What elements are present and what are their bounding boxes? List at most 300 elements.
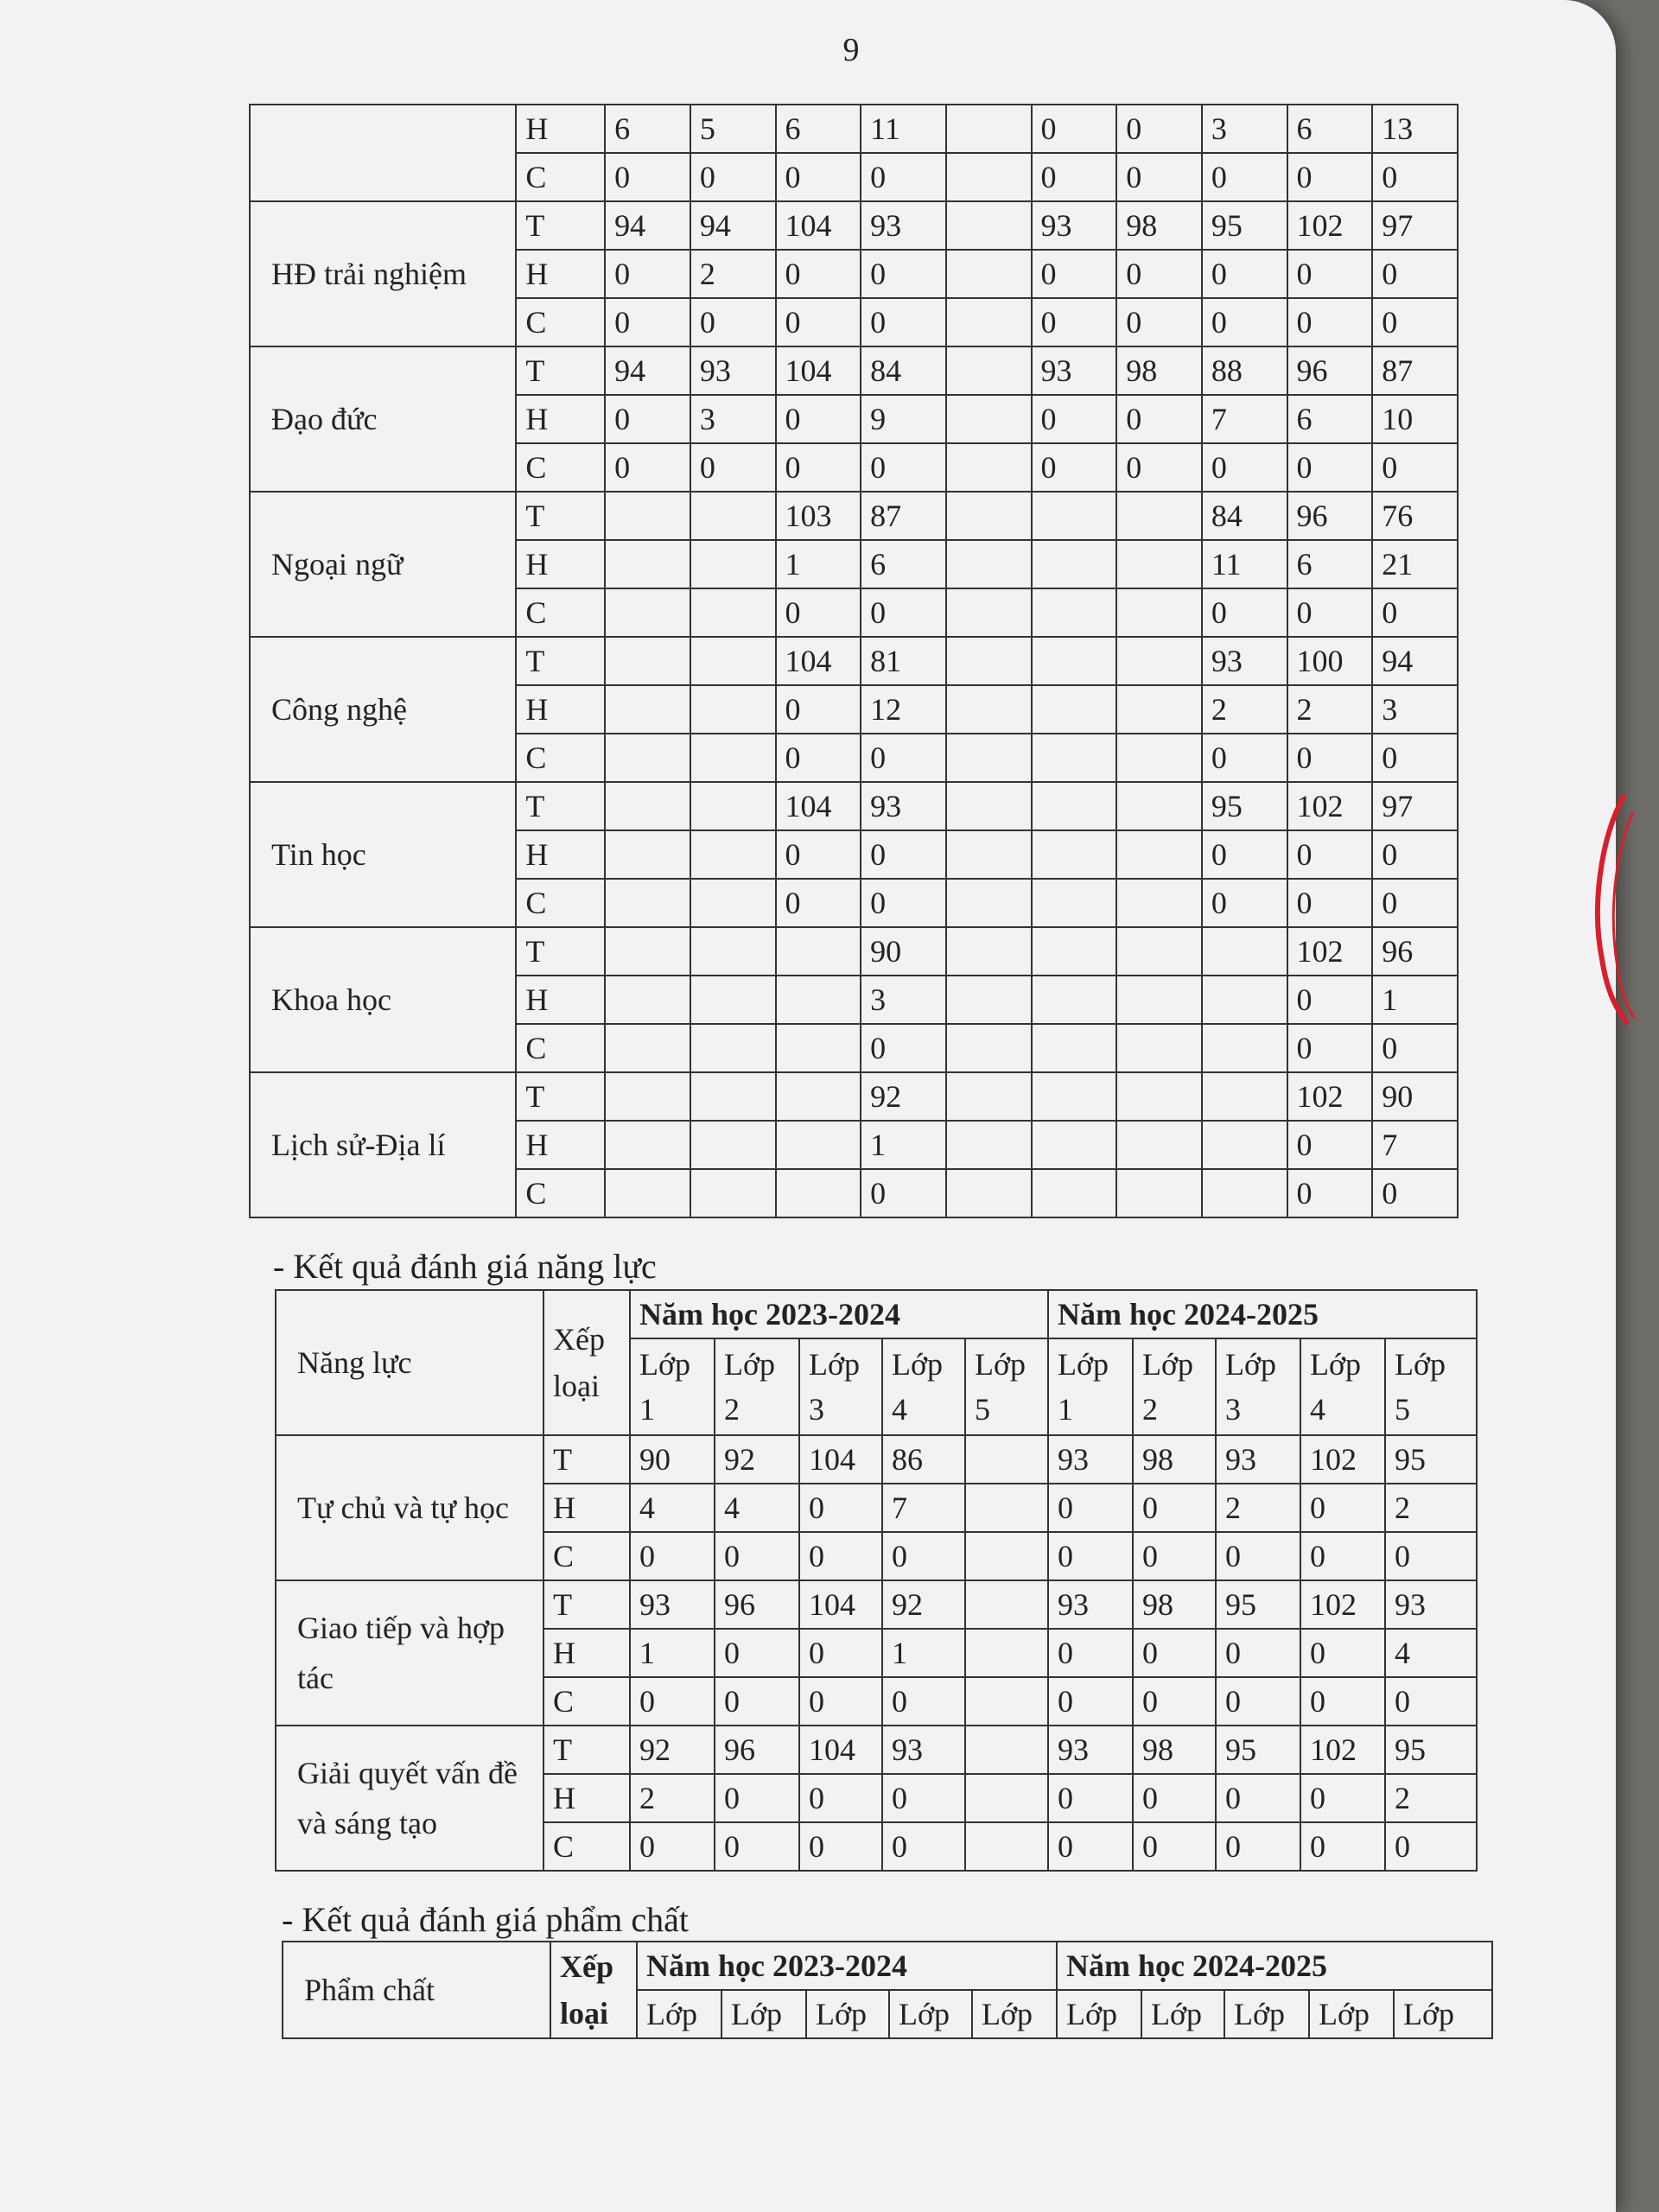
quality-section-title: - Kết quả đánh giá phẩm chất (282, 1900, 689, 1939)
rating-code: C (516, 443, 605, 492)
data-cell (690, 637, 776, 685)
rating-code: T (543, 1726, 630, 1774)
grade-header: Lớp (1224, 1990, 1309, 2038)
data-cell (1032, 540, 1117, 588)
data-cell (1116, 976, 1202, 1024)
data-cell (965, 1726, 1048, 1774)
data-cell: 0 (1032, 153, 1117, 201)
data-cell (946, 153, 1032, 201)
data-cell: 0 (1133, 1484, 1216, 1532)
rating-code: C (516, 588, 605, 637)
data-cell: 0 (1300, 1484, 1385, 1532)
data-cell (1116, 1169, 1202, 1217)
red-stamp (1583, 786, 1635, 1028)
data-cell: 0 (605, 395, 690, 443)
data-cell: 0 (882, 1532, 965, 1580)
data-cell: 81 (861, 637, 946, 685)
data-cell: 0 (605, 250, 690, 298)
year1-header: Năm học 2023-2024 (630, 1290, 1048, 1338)
data-cell: 0 (1216, 1774, 1300, 1822)
data-cell: 2 (1216, 1484, 1300, 1532)
data-cell: 0 (1202, 879, 1287, 927)
data-cell (776, 1024, 861, 1072)
data-cell: 96 (715, 1580, 799, 1629)
data-cell: 0 (1300, 1822, 1385, 1871)
data-cell: 0 (861, 153, 946, 201)
data-cell: 0 (1372, 588, 1458, 637)
data-cell: 93 (861, 782, 946, 830)
data-cell: 0 (1116, 105, 1202, 153)
data-cell: 2 (1385, 1484, 1477, 1532)
data-cell (1116, 734, 1202, 782)
table-row (276, 1580, 1477, 1629)
rating-code: C (516, 879, 605, 927)
data-cell: 0 (1372, 830, 1458, 879)
data-cell (776, 1072, 861, 1121)
data-cell: 0 (1032, 298, 1117, 346)
data-cell: 0 (1287, 298, 1373, 346)
data-cell: 0 (1048, 1677, 1133, 1726)
row-label: Tin học (250, 782, 516, 927)
rating-code: H (543, 1774, 630, 1822)
data-cell: 0 (799, 1822, 882, 1871)
data-cell: 0 (1300, 1677, 1385, 1726)
data-cell: 2 (1202, 685, 1287, 734)
grade-header: Lớp 3 (1216, 1338, 1300, 1435)
quality-results-table (282, 1941, 1493, 2039)
table-row (250, 492, 1458, 540)
data-cell: 97 (1372, 201, 1458, 250)
data-cell: 0 (776, 685, 861, 734)
data-cell (946, 1121, 1032, 1169)
data-cell: 94 (690, 201, 776, 250)
data-cell (1116, 588, 1202, 637)
rating-code: H (516, 395, 605, 443)
data-cell: 87 (861, 492, 946, 540)
data-cell (946, 685, 1032, 734)
data-cell (605, 1121, 690, 1169)
data-cell: 2 (630, 1774, 715, 1822)
data-cell (1116, 782, 1202, 830)
data-cell (1116, 1024, 1202, 1072)
table-row (250, 927, 1458, 976)
data-cell (776, 927, 861, 976)
rating-code: T (543, 1435, 630, 1484)
data-cell (605, 879, 690, 927)
data-cell: 95 (1385, 1726, 1477, 1774)
data-cell: 0 (1116, 153, 1202, 201)
data-cell: 1 (861, 1121, 946, 1169)
rating-code: H (516, 685, 605, 734)
data-cell: 7 (882, 1484, 965, 1532)
data-cell: 102 (1287, 201, 1373, 250)
data-cell: 0 (1202, 588, 1287, 637)
data-cell (1032, 1024, 1117, 1072)
data-cell: 102 (1300, 1726, 1385, 1774)
data-cell (1116, 830, 1202, 879)
row-label: Lịch sử-Địa lí (250, 1072, 516, 1217)
data-cell: 0 (1372, 250, 1458, 298)
data-cell (605, 540, 690, 588)
data-cell: 0 (1032, 250, 1117, 298)
data-cell: 96 (1287, 492, 1373, 540)
data-cell (1116, 1072, 1202, 1121)
data-cell: 0 (1202, 830, 1287, 879)
data-cell: 0 (1287, 250, 1373, 298)
data-cell (1032, 1121, 1117, 1169)
data-cell (1116, 927, 1202, 976)
data-cell: 96 (1287, 346, 1373, 395)
quality-year2-header: Năm học 2024-2025 (1057, 1942, 1492, 1990)
data-cell: 0 (776, 395, 861, 443)
data-cell: 3 (861, 976, 946, 1024)
grade-header: Lớp 3 (799, 1338, 882, 1435)
data-cell (690, 927, 776, 976)
data-cell: 0 (1216, 1677, 1300, 1726)
data-cell: 0 (715, 1532, 799, 1580)
data-cell (1032, 927, 1117, 976)
grade-header: Lớp (1309, 1990, 1394, 2038)
data-cell: 104 (776, 346, 861, 395)
grade-header: Lớp (721, 1990, 806, 2038)
rating-code: H (543, 1629, 630, 1677)
data-cell: 104 (776, 782, 861, 830)
rating-code: T (516, 1072, 605, 1121)
data-cell (1202, 1072, 1287, 1121)
data-cell: 90 (630, 1435, 715, 1484)
data-cell: 0 (1385, 1822, 1477, 1871)
data-cell: 84 (861, 346, 946, 395)
data-cell: 0 (861, 1169, 946, 1217)
data-cell: 0 (776, 153, 861, 201)
data-cell: 0 (715, 1774, 799, 1822)
data-cell: 0 (882, 1822, 965, 1871)
data-cell (946, 298, 1032, 346)
data-cell: 0 (1116, 298, 1202, 346)
data-cell (1116, 492, 1202, 540)
data-cell (776, 1121, 861, 1169)
grade-header: Lớp 5 (1385, 1338, 1477, 1435)
data-cell: 4 (630, 1484, 715, 1532)
data-cell (1202, 927, 1287, 976)
rating-code: C (543, 1532, 630, 1580)
data-cell: 3 (1202, 105, 1287, 153)
data-cell: 0 (861, 443, 946, 492)
data-cell: 0 (776, 443, 861, 492)
data-cell (946, 976, 1032, 1024)
data-cell: 0 (605, 443, 690, 492)
data-cell: 102 (1287, 927, 1373, 976)
year2-header: Năm học 2024-2025 (1048, 1290, 1477, 1338)
data-cell (690, 879, 776, 927)
data-cell: 90 (861, 927, 946, 976)
data-cell: 96 (1372, 927, 1458, 976)
data-cell (690, 782, 776, 830)
data-cell: 93 (1385, 1580, 1477, 1629)
data-cell: 5 (690, 105, 776, 153)
data-cell: 0 (1032, 105, 1117, 153)
grade-header: Lớp (889, 1990, 972, 2038)
data-cell: 94 (605, 346, 690, 395)
subject-results-table (249, 104, 1459, 1218)
data-cell: 93 (1216, 1435, 1300, 1484)
rating-code: H (516, 830, 605, 879)
data-cell: 0 (1287, 734, 1373, 782)
data-cell (946, 1072, 1032, 1121)
data-cell (1032, 1169, 1117, 1217)
data-cell: 0 (1216, 1532, 1300, 1580)
competency-results-table (275, 1289, 1478, 1872)
data-cell: 0 (1032, 395, 1117, 443)
data-cell: 92 (882, 1580, 965, 1629)
data-cell (690, 492, 776, 540)
data-cell: 0 (1372, 734, 1458, 782)
data-cell (965, 1774, 1048, 1822)
data-cell: 0 (1372, 153, 1458, 201)
data-cell: 93 (1048, 1580, 1133, 1629)
data-cell: 0 (605, 153, 690, 201)
data-cell: 98 (1133, 1726, 1216, 1774)
grade-header: Lớp (1141, 1990, 1224, 2038)
data-cell (1202, 1024, 1287, 1072)
data-cell: 96 (715, 1726, 799, 1774)
data-cell (690, 588, 776, 637)
data-cell: 0 (1372, 298, 1458, 346)
data-cell: 0 (1116, 395, 1202, 443)
data-cell (690, 976, 776, 1024)
data-cell: 0 (1133, 1822, 1216, 1871)
row-label: Giải quyết vấn đề và sáng tạo (276, 1726, 543, 1871)
data-cell: 0 (1202, 153, 1287, 201)
data-cell: 95 (1202, 201, 1287, 250)
data-cell: 0 (861, 734, 946, 782)
data-cell (965, 1435, 1048, 1484)
data-cell: 104 (776, 201, 861, 250)
data-cell: 93 (1048, 1435, 1133, 1484)
data-cell: 2 (1385, 1774, 1477, 1822)
data-cell: 11 (861, 105, 946, 153)
data-cell: 7 (1202, 395, 1287, 443)
data-cell: 0 (882, 1774, 965, 1822)
data-cell (605, 1169, 690, 1217)
data-cell: 0 (799, 1774, 882, 1822)
data-cell: 0 (1372, 879, 1458, 927)
data-cell (605, 1024, 690, 1072)
rating-code: C (543, 1677, 630, 1726)
data-cell: 95 (1202, 782, 1287, 830)
rating-code: H (516, 976, 605, 1024)
data-cell: 0 (1216, 1822, 1300, 1871)
data-cell (605, 927, 690, 976)
data-cell: 0 (1202, 443, 1287, 492)
data-cell (946, 540, 1032, 588)
data-cell: 0 (1385, 1532, 1477, 1580)
data-cell: 0 (1133, 1774, 1216, 1822)
data-cell: 0 (861, 1024, 946, 1072)
data-cell: 0 (630, 1677, 715, 1726)
quality-year1-header: Năm học 2023-2024 (637, 1942, 1057, 1990)
data-cell (1032, 492, 1117, 540)
data-cell (946, 879, 1032, 927)
data-cell: 0 (1048, 1532, 1133, 1580)
rating-code: T (516, 201, 605, 250)
grade-header: Lớp 1 (630, 1338, 715, 1435)
data-cell: 0 (799, 1629, 882, 1677)
data-cell: 2 (690, 250, 776, 298)
data-cell: 1 (630, 1629, 715, 1677)
data-cell (605, 830, 690, 879)
data-cell: 0 (1300, 1629, 1385, 1677)
data-cell: 1 (776, 540, 861, 588)
data-cell (946, 734, 1032, 782)
data-cell (946, 637, 1032, 685)
grade-header: Lớp 4 (1300, 1338, 1385, 1435)
data-cell (946, 443, 1032, 492)
data-cell: 2 (1287, 685, 1373, 734)
data-cell: 84 (1202, 492, 1287, 540)
data-cell: 0 (1287, 153, 1373, 201)
data-cell: 6 (1287, 105, 1373, 153)
rating-code: C (516, 153, 605, 201)
data-cell: 1 (882, 1629, 965, 1677)
data-cell: 0 (1287, 1169, 1373, 1217)
table-row (276, 1435, 1477, 1484)
data-cell: 0 (1372, 1024, 1458, 1072)
grade-header: Lớp (1057, 1990, 1141, 2038)
grade-header: Lớp 2 (1133, 1338, 1216, 1435)
grade-header: Lớp (806, 1990, 889, 2038)
data-cell: 0 (1300, 1532, 1385, 1580)
data-cell: 3 (1372, 685, 1458, 734)
data-cell: 0 (1287, 1121, 1373, 1169)
data-cell: 95 (1216, 1726, 1300, 1774)
data-cell: 0 (1287, 830, 1373, 879)
data-cell: 104 (799, 1726, 882, 1774)
data-cell (690, 1121, 776, 1169)
data-cell: 95 (1216, 1580, 1300, 1629)
data-cell: 0 (1287, 879, 1373, 927)
row-label: Đạo đức (250, 346, 516, 492)
data-cell: 7 (1372, 1121, 1458, 1169)
data-cell: 104 (799, 1435, 882, 1484)
data-cell: 0 (776, 298, 861, 346)
data-cell (690, 734, 776, 782)
rating-code: T (516, 927, 605, 976)
data-cell: 102 (1287, 1072, 1373, 1121)
row-label: Tự chủ và tự học (276, 1435, 543, 1580)
quality-col-header: Phẩm chất (283, 1942, 550, 2038)
data-cell: 93 (690, 346, 776, 395)
rating-col-header: Xếp loại (543, 1290, 630, 1435)
data-cell: 6 (861, 540, 946, 588)
data-cell (1032, 830, 1117, 879)
data-cell: 98 (1133, 1435, 1216, 1484)
data-cell: 0 (630, 1822, 715, 1871)
data-cell (605, 492, 690, 540)
data-cell (605, 976, 690, 1024)
data-cell: 0 (1133, 1629, 1216, 1677)
data-cell (1032, 1072, 1117, 1121)
data-cell: 0 (776, 250, 861, 298)
data-cell: 4 (1385, 1629, 1477, 1677)
data-cell (946, 588, 1032, 637)
data-cell (946, 830, 1032, 879)
data-cell (1032, 782, 1117, 830)
data-cell: 1 (1372, 976, 1458, 1024)
data-cell: 100 (1287, 637, 1373, 685)
data-cell: 0 (1048, 1774, 1133, 1822)
data-cell (946, 927, 1032, 976)
data-cell (690, 1072, 776, 1121)
data-cell: 0 (690, 153, 776, 201)
table-row (276, 1726, 1477, 1774)
data-cell: 94 (1372, 637, 1458, 685)
data-cell: 0 (861, 298, 946, 346)
data-cell: 93 (1202, 637, 1287, 685)
data-cell (605, 637, 690, 685)
data-cell (946, 395, 1032, 443)
data-cell: 6 (1287, 540, 1373, 588)
data-cell: 104 (776, 637, 861, 685)
row-label: Công nghệ (250, 637, 516, 782)
data-cell: 0 (1372, 1169, 1458, 1217)
grade-header: Lớp (1394, 1990, 1492, 2038)
grade-header: Lớp (637, 1990, 721, 2038)
rating-code: H (516, 540, 605, 588)
data-cell: 3 (690, 395, 776, 443)
rating-code: H (516, 250, 605, 298)
competency-header-row (276, 1290, 1477, 1338)
data-cell: 0 (799, 1532, 882, 1580)
data-cell (946, 201, 1032, 250)
data-cell: 0 (1133, 1532, 1216, 1580)
competency-section-title: - Kết quả đánh giá năng lực (273, 1247, 657, 1286)
data-cell (1116, 1121, 1202, 1169)
data-cell: 93 (861, 201, 946, 250)
data-cell: 93 (882, 1726, 965, 1774)
rating-code: C (516, 298, 605, 346)
grade-header: Lớp 4 (882, 1338, 965, 1435)
data-cell: 0 (1048, 1484, 1133, 1532)
data-cell (1032, 588, 1117, 637)
data-cell (965, 1484, 1048, 1532)
data-cell: 0 (690, 298, 776, 346)
data-cell: 10 (1372, 395, 1458, 443)
page-number: 9 (842, 32, 860, 68)
data-cell (1032, 976, 1117, 1024)
data-cell: 0 (1287, 443, 1373, 492)
data-cell: 87 (1372, 346, 1458, 395)
rating-code: T (516, 346, 605, 395)
data-cell (1032, 879, 1117, 927)
data-cell: 0 (715, 1629, 799, 1677)
data-cell (605, 588, 690, 637)
data-cell: 0 (1300, 1774, 1385, 1822)
data-cell: 93 (1032, 201, 1117, 250)
table-row (250, 346, 1458, 395)
data-cell: 13 (1372, 105, 1458, 153)
data-cell: 6 (605, 105, 690, 153)
data-cell: 0 (861, 588, 946, 637)
data-cell (946, 105, 1032, 153)
data-cell: 0 (1048, 1629, 1133, 1677)
rating-code: C (516, 1169, 605, 1217)
data-cell: 0 (776, 588, 861, 637)
data-cell (690, 1169, 776, 1217)
data-cell (1116, 685, 1202, 734)
data-cell: 0 (882, 1677, 965, 1726)
data-cell: 0 (715, 1822, 799, 1871)
